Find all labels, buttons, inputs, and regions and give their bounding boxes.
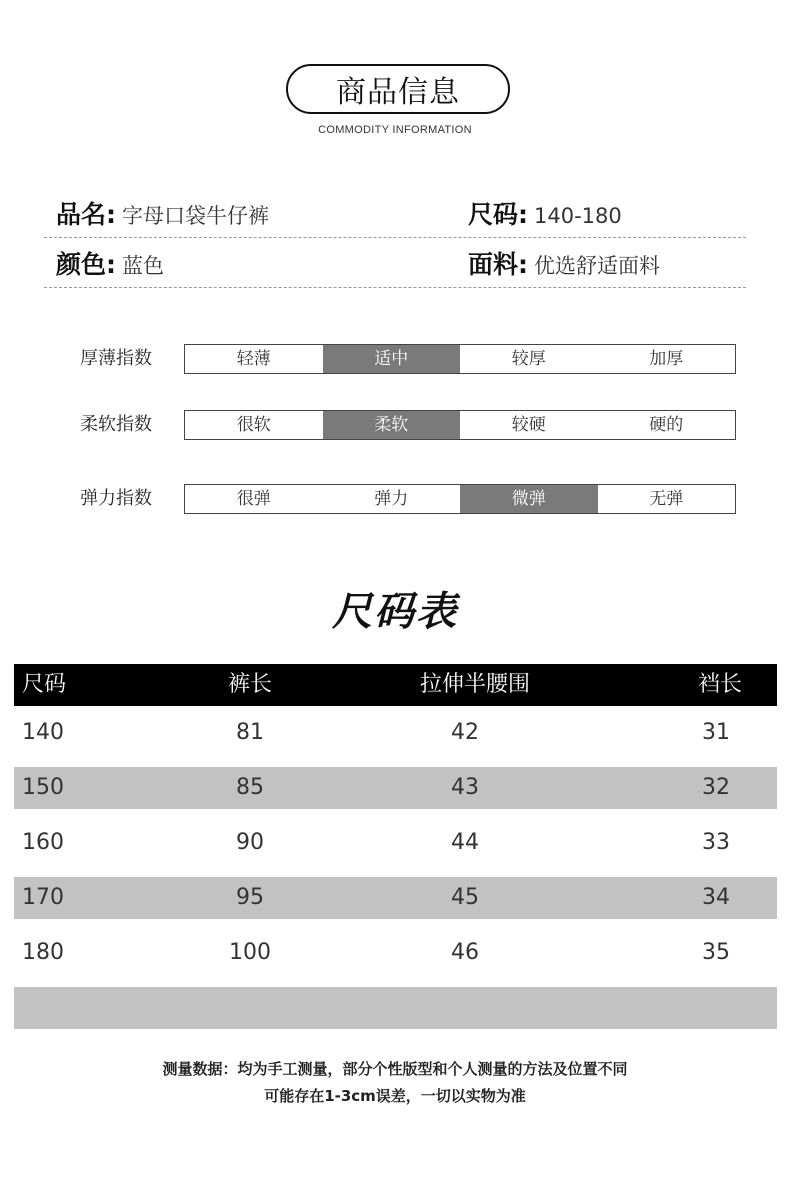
info-item-fabric: 面料 : 优选舒适面料 [468, 245, 660, 281]
column-header: 拉伸半腰围 [419, 672, 530, 697]
info-label: 品名 [56, 200, 107, 229]
column-header: 裆长 [697, 672, 742, 697]
size-table-cell: 46 [451, 940, 479, 965]
scale-label: 厚薄指数 [80, 348, 152, 369]
size-table-row [14, 822, 777, 864]
scale-option-selected: 微弹 [460, 485, 598, 513]
info-value: 蓝色 [122, 254, 165, 278]
size-table-cell: 43 [451, 775, 479, 800]
scale-row [0, 484, 790, 514]
section-title: 商品信息 [336, 75, 460, 110]
size-table-cell: 34 [702, 885, 730, 910]
scale-row [0, 410, 790, 440]
info-row-1 [44, 192, 746, 238]
size-table-cell: 33 [702, 830, 730, 855]
size-table-cell: 32 [702, 775, 730, 800]
size-table-row [14, 932, 777, 974]
size-table-row [14, 767, 777, 809]
info-label: 面料 [468, 250, 519, 279]
size-table-row [14, 877, 777, 919]
size-chart-title: 尺码表 [332, 589, 458, 635]
scale-option: 加厚 [649, 349, 684, 369]
scale-option: 较硬 [511, 415, 546, 435]
size-table-cell: 44 [451, 830, 479, 855]
measurement-note-line-1: 测量数据：均为手工测量，部分个性版型和个人测量的方法及位置不同 [162, 1060, 628, 1078]
scale-options [184, 410, 736, 440]
measurement-note-line-2: 可能存在1-3cm误差，一切以实物为准 [264, 1087, 526, 1105]
size-table-cell: 95 [236, 885, 264, 910]
size-table [14, 664, 777, 1029]
size-table-cell: 90 [236, 830, 264, 855]
size-table-cell: 140 [22, 720, 64, 745]
scale-option: 弹力 [374, 489, 409, 509]
size-table-row [14, 712, 777, 754]
info-value: 字母口袋牛仔裤 [122, 204, 270, 228]
scale-options [184, 344, 736, 374]
info-label: 尺码 [468, 200, 519, 229]
section-subtitle: COMMODITY INFORMATION [318, 124, 472, 136]
size-table-cell [410, 987, 520, 1029]
size-table-cell [220, 987, 280, 1029]
section-title-badge [286, 64, 510, 114]
size-table-header [14, 664, 777, 706]
scale-option-selected: 适中 [323, 345, 461, 373]
column-header: 裤长 [227, 672, 272, 697]
size-table-cell: 160 [22, 830, 64, 855]
scale-label: 弹力指数 [80, 488, 152, 509]
size-table-cell: 85 [236, 775, 264, 800]
size-table-cell: 100 [229, 940, 271, 965]
column-header: 尺码 [22, 672, 67, 697]
size-table-cell: 42 [451, 720, 479, 745]
scale-row [0, 344, 790, 374]
size-table-cell: 150 [22, 775, 64, 800]
scale-option: 较厚 [511, 349, 546, 369]
scale-option: 硬的 [649, 415, 684, 435]
scale-option: 很软 [236, 415, 271, 435]
size-table-cell: 45 [451, 885, 479, 910]
info-label: 颜色 [56, 250, 107, 279]
info-value: 140-180 [534, 204, 622, 228]
info-item-size: 尺码 : 140-180 [468, 195, 622, 231]
scale-option-selected: 柔软 [323, 411, 461, 439]
size-table-cell: 35 [702, 940, 730, 965]
scale-options [184, 484, 736, 514]
scale-label: 柔软指数 [80, 414, 152, 435]
info-value: 优选舒适面料 [534, 254, 661, 278]
scale-option: 轻薄 [236, 349, 271, 369]
info-row-2 [44, 242, 746, 288]
scale-option: 无弹 [649, 489, 684, 509]
size-table-cell [686, 987, 746, 1029]
info-item-name: 品名 : 字母口袋牛仔裤 [56, 195, 269, 231]
size-table-cell: 170 [22, 885, 64, 910]
size-table-cell: 81 [236, 720, 264, 745]
size-table-cell: 180 [22, 940, 64, 965]
info-item-color: 颜色 : 蓝色 [56, 245, 164, 281]
size-table-row [14, 987, 777, 1029]
size-table-cell: 31 [702, 720, 730, 745]
scale-option: 很弹 [236, 489, 271, 509]
